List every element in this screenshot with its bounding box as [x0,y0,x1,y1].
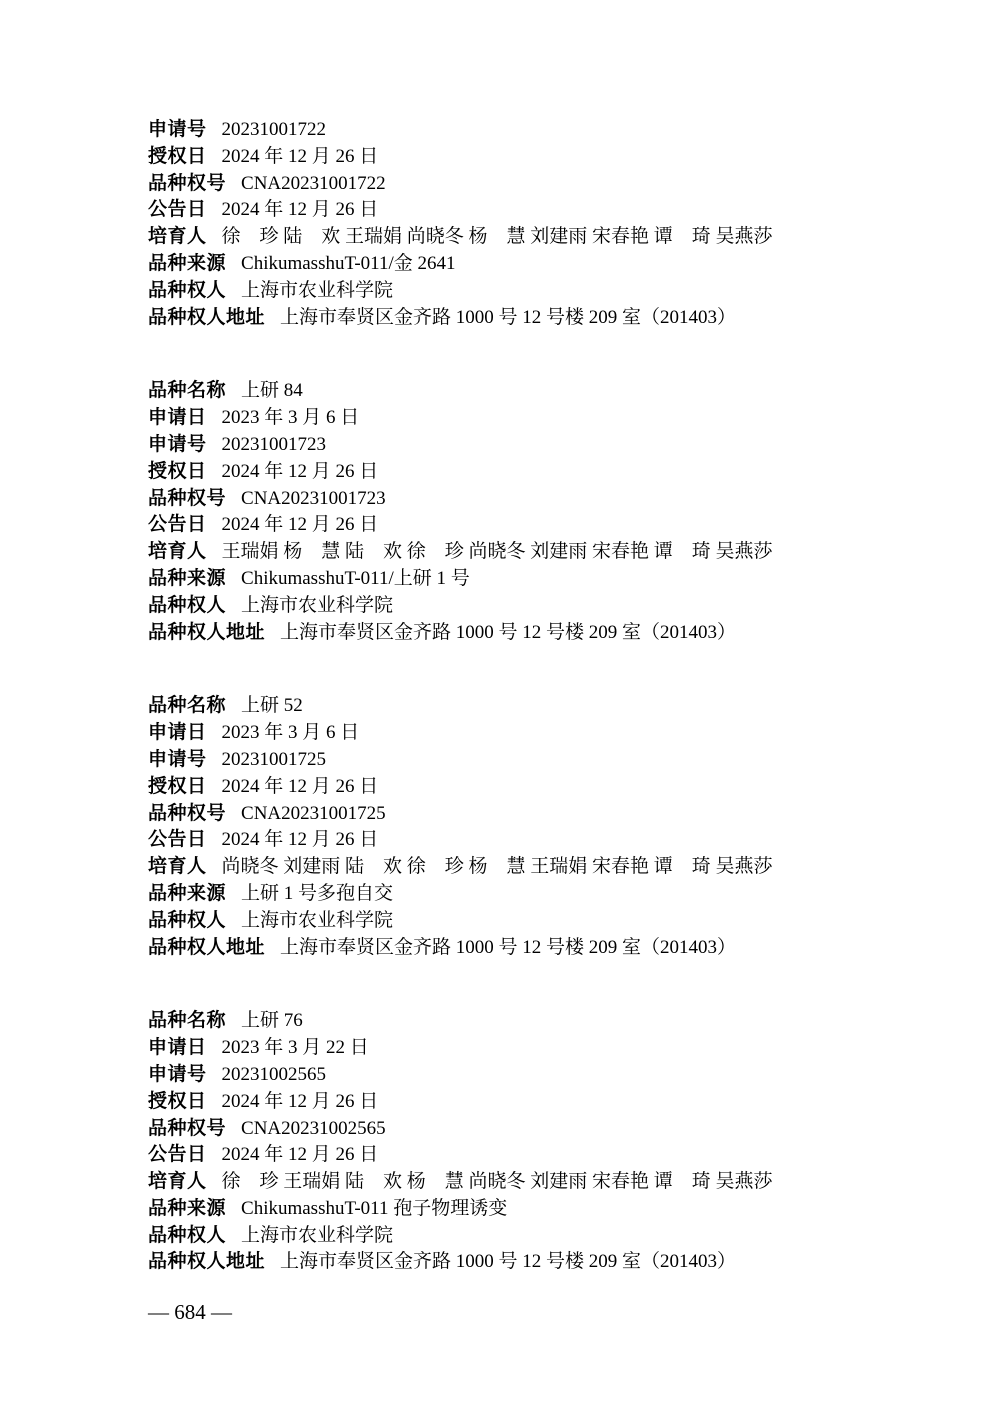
field-label: 申请号 [148,433,207,455]
field-label: 品种权号 [148,802,227,824]
field-line [148,881,892,908]
field-label: 品种权人 [148,594,227,616]
field-value: 2023 年 3 月 6 日 [221,722,360,744]
field-label: 品种权人 [148,279,227,301]
field-label: 品种权人 [148,909,227,931]
field-label: 培育人 [148,1171,207,1193]
field-value: 2023 年 3 月 22 日 [221,1037,369,1059]
field-line [148,827,892,854]
field-label: 培育人 [148,856,207,878]
field-line [148,1089,892,1116]
field-line [148,593,892,620]
field-label: 品种权人地址 [148,1251,266,1273]
field-line [148,1062,892,1089]
field-value: 20231002565 [221,1063,327,1085]
field-line [148,1169,892,1196]
field-label: 授权日 [148,145,207,167]
record-block [148,378,892,646]
field-value: 上海市奉贤区金齐路 1000 号 12 号楼 209 室（201403） [280,306,737,328]
field-line [148,378,892,405]
field-value: 20231001725 [221,748,327,770]
field-value: 上研 1 号多孢自交 [241,882,394,904]
field-line [148,305,892,332]
field-value: 上海市奉贤区金齐路 1000 号 12 号楼 209 室（201403） [280,1251,737,1273]
field-value: 上海市农业科学院 [241,909,394,931]
field-label: 品种来源 [148,1197,227,1219]
field-value: 2024 年 12 月 26 日 [221,514,379,536]
field-line [148,566,892,593]
field-line [148,144,892,171]
field-line [148,801,892,828]
field-label: 品种权人地址 [148,936,266,958]
field-label: 公告日 [148,829,207,851]
field-line [148,908,892,935]
field-value: 2024 年 12 月 26 日 [221,1144,379,1166]
record-block [148,117,892,331]
field-value: 尚晓冬 刘建雨 陆 欢 徐 珍 杨 慧 王瑞娟 宋春艳 谭 琦 吴燕莎 [221,856,773,878]
field-label: 品种权号 [148,172,227,194]
records [148,117,892,1323]
field-value: CNA20231001723 [241,487,386,509]
field-value: 2024 年 12 月 26 日 [221,199,379,221]
field-value: CNA20231002565 [241,1117,386,1139]
page-number: — 684 — [148,1300,232,1324]
field-label: 培育人 [148,541,207,563]
field-value: 王瑞娟 杨 慧 陆 欢 徐 珍 尚晓冬 刘建雨 宋春艳 谭 琦 吴燕莎 [221,541,773,563]
field-value: ChikumasshuT-011/金 2641 [241,252,456,274]
field-line [148,1196,892,1223]
field-value: 上研 52 [241,695,303,717]
field-label: 授权日 [148,1090,207,1112]
field-value: CNA20231001725 [241,802,386,824]
field-line [148,432,892,459]
field-label: 申请号 [148,748,207,770]
field-label: 品种名称 [148,380,227,402]
field-value: 上研 84 [241,380,303,402]
field-value: 20231001723 [221,433,327,455]
field-label: 品种名称 [148,695,227,717]
field-line [148,693,892,720]
field-label: 公告日 [148,514,207,536]
field-label: 品种来源 [148,252,227,274]
field-label: 培育人 [148,226,207,248]
field-line [148,171,892,198]
record-block [148,1008,892,1276]
field-label: 品种来源 [148,567,227,589]
field-label: 申请日 [148,722,207,744]
field-line [148,1223,892,1250]
field-value: 20231001722 [221,119,327,140]
field-label: 品种权号 [148,1117,227,1139]
field-line [148,620,892,647]
field-value: 徐 珍 陆 欢 王瑞娟 尚晓冬 杨 慧 刘建雨 宋春艳 谭 琦 吴燕莎 [221,226,773,248]
field-label: 品种权人 [148,1224,227,1246]
field-value: 2024 年 12 月 26 日 [221,1090,379,1112]
field-line [148,854,892,881]
field-value: 上海市农业科学院 [241,1224,394,1246]
field-value: ChikumasshuT-011/上研 1 号 [241,567,470,589]
field-line [148,459,892,486]
field-value: 2024 年 12 月 26 日 [221,145,379,167]
field-line [148,539,892,566]
field-line [148,405,892,432]
field-value: 2024 年 12 月 26 日 [221,829,379,851]
field-value: 上海市农业科学院 [241,594,394,616]
field-line [148,486,892,513]
field-value: 2024 年 12 月 26 日 [221,775,379,797]
field-line [148,1035,892,1062]
field-line [148,117,892,144]
field-line [148,512,892,539]
field-value: 上海市奉贤区金齐路 1000 号 12 号楼 209 室（201403） [280,621,737,643]
field-line [148,720,892,747]
field-label: 授权日 [148,460,207,482]
field-label: 品种权人地址 [148,306,266,328]
field-label: 申请号 [148,1063,207,1085]
field-line [148,774,892,801]
record-block [148,693,892,961]
field-line [148,278,892,305]
field-label: 申请日 [148,1037,207,1059]
field-value: 上研 76 [241,1010,303,1032]
field-line [148,197,892,224]
field-line [148,747,892,774]
field-value: 上海市奉贤区金齐路 1000 号 12 号楼 209 室（201403） [280,936,737,958]
field-value: ChikumasshuT-011 孢子物理诱变 [241,1197,508,1219]
field-value: CNA20231001722 [241,172,386,194]
field-label: 申请日 [148,407,207,429]
field-label: 品种权号 [148,487,227,509]
field-line [148,1008,892,1035]
field-line [148,1116,892,1143]
field-line [148,251,892,278]
field-line [148,224,892,251]
field-label: 品种来源 [148,882,227,904]
field-line [148,935,892,962]
field-value: 上海市农业科学院 [241,279,394,301]
field-label: 申请号 [148,119,207,140]
field-label: 授权日 [148,775,207,797]
field-label: 公告日 [148,1144,207,1166]
field-line [148,1142,892,1169]
field-value: 徐 珍 王瑞娟 陆 欢 杨 慧 尚晓冬 刘建雨 宋春艳 谭 琦 吴燕莎 [221,1171,773,1193]
field-label: 公告日 [148,199,207,221]
field-value: 2023 年 3 月 6 日 [221,407,360,429]
field-value: 2024 年 12 月 26 日 [221,460,379,482]
field-line [148,1249,892,1276]
field-label: 品种权人地址 [148,621,266,643]
field-label: 品种名称 [148,1010,227,1032]
